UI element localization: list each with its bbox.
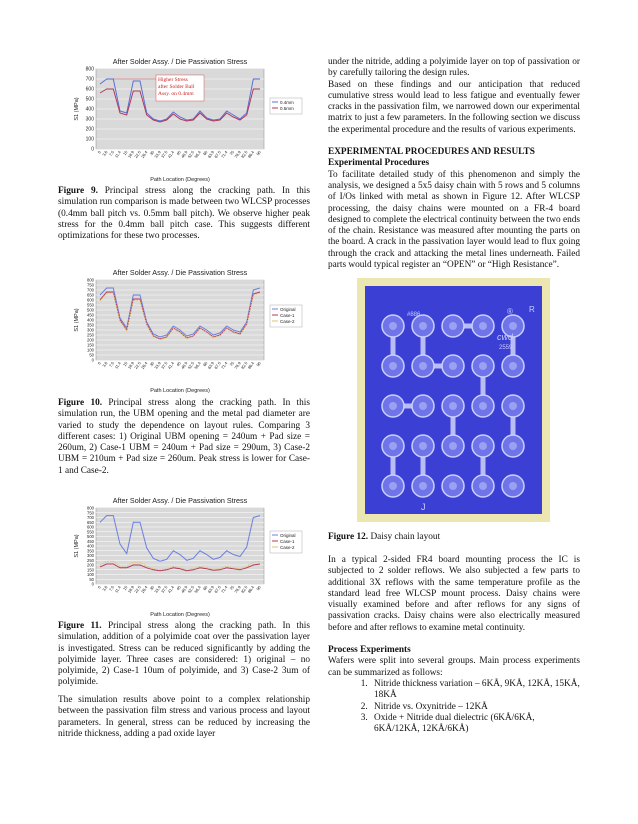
y-tick-label: 100 [87,572,94,577]
x-tick-label: 63.9 [206,149,216,159]
figure-10-label: Figure 10. [58,398,103,408]
x-axis-label: Path Location (Degrees) [150,612,210,618]
pad-center [389,402,397,410]
x-tick-label: 56.4 [193,584,202,594]
figure-12-daisy-chain-board [357,278,550,522]
x-tick-label: 67.5 [213,149,222,159]
annotation-text: Higher Stress [158,77,188,83]
board-label-registered: ® [507,307,513,316]
x-tick-label: 82.5 [239,360,249,370]
x-tick-label: 37.5 [159,149,169,159]
figure-9-svg [58,55,310,183]
pad-center [419,322,427,330]
x-tick-label: 86.4 [246,584,256,594]
y-tick-label: 0 [91,581,94,587]
y-tick-label: 200 [87,562,94,568]
x-tick-label: 60 [201,360,209,368]
x-tick-label: 33.9 [153,584,162,594]
x-tick-label: 3.6 [101,149,109,158]
x-tick-label: 26.4 [139,360,149,370]
x-tick-label: 22.5 [133,584,142,594]
process-list-item-1: 1. Nitride thickness variation – 6KÅ, 9KÅ, 12KÅ, 15KÅ, 18KÅ [370,679,580,702]
process-list-item-2: 2. Nitride vs. Oxynitride – 12KÅ [370,702,580,713]
subheading-process-experiments: Process Experiments [328,645,411,656]
y-tick-label: 300 [85,116,94,123]
x-tick-label: 82.5 [239,584,249,594]
x-tick-label: 30 [148,149,156,157]
x-tick-label: 52.5 [186,149,196,159]
y-tick-label: 0 [91,357,94,363]
legend-label: 0.4mm [280,100,294,105]
chart-title: After Solder Assy. / Die Passivation Stress [112,496,248,505]
y-tick-label: 800 [87,505,94,511]
figure-10-svg [58,266,310,394]
pad-center [479,322,487,330]
x-tick-label: 18.9 [126,360,136,370]
x-tick-label: 11.4 [113,149,122,159]
pad-center [389,482,397,490]
x-tick-label: 90 [255,149,262,157]
x-tick-label: 86.4 [246,149,256,159]
pad-center [449,322,457,330]
pad-center [389,362,397,370]
y-axis-label: S1 (MPa) [74,308,80,332]
process-list [328,679,580,735]
right-column-lower [328,555,580,735]
y-tick-label: 450 [87,312,94,318]
x-tick-label: 75 [228,360,236,368]
y-tick-label: 500 [85,96,94,103]
x-tick-label: 86.4 [246,360,256,370]
figure-9-label: Figure 9. [58,186,98,196]
figure-9-caption [58,186,310,242]
x-tick-label: 45 [175,584,182,592]
y-tick-label: 600 [85,86,94,93]
x-tick-label: 48.9 [179,584,189,594]
pad-center [509,402,517,410]
x-tick-label: 37.5 [159,584,169,594]
y-tick-label: 800 [87,277,94,283]
x-tick-label: 90 [255,584,262,592]
section-heading-experimental: EXPERIMENTAL PROCEDURES AND RESULTS [328,147,535,158]
x-tick-label: 3.6 [101,584,109,593]
x-tick-label: 45 [175,149,182,157]
x-tick-label: 41.4 [166,149,176,159]
y-tick-label: 800 [85,66,94,73]
x-tick-label: 45 [175,360,182,368]
x-tick-label: 15 [121,149,129,157]
pad-center [419,442,427,450]
figure-11-label: Figure 11. [58,621,102,631]
x-tick-label: 0 [96,360,102,366]
pad-center [509,482,517,490]
pad-center [449,402,457,410]
right-column [328,57,580,271]
x-tick-label: 11.4 [113,360,122,370]
y-tick-label: 400 [87,543,94,549]
y-tick-label: 500 [87,307,94,313]
x-tick-label: 30 [148,360,156,368]
x-tick-label: 18.9 [126,584,136,594]
legend-label: Case-1 [280,539,295,544]
annotation-text: Assy. on 0.4mm [158,91,194,97]
y-tick-label: 750 [87,510,94,516]
x-tick-label: 52.5 [186,360,196,370]
y-tick-label: 150 [87,342,94,348]
pad-center [419,362,427,370]
x-tick-label: 15 [121,360,129,368]
x-tick-label: 22.5 [133,149,142,159]
annotation-text: after Solder Ball [158,84,195,90]
body-left-paragraph: The simulation results above point to a complex relationship between the passivation film stress and various process and layout parameters. In general, stress can be reduced by increasing the nitride thickness, adding a pad oxide layer [58,695,310,739]
y-tick-label: 450 [87,538,94,544]
x-tick-label: 71.4 [219,360,229,370]
legend-label: Original [280,307,296,312]
y-tick-label: 50 [89,352,94,358]
x-tick-label: 82.5 [239,149,249,159]
x-tick-label: 60 [201,149,209,157]
x-tick-label: 71.4 [219,584,229,594]
x-tick-label: 7.5 [107,360,116,369]
figure-11-text: Principal stress along the cracking path. In this simulation, addition of a polyimide coat over the passivation layer is investigated. Stress can be reduced significantly by adding the polyimide layer. Three cases are considered: 1) original – no polyimide, 2) Case-1 10um of polyimide, and 3) Case-2 3um of polyimide. [58,621,310,688]
x-tick-label: 56.4 [193,149,202,159]
board-label-r: R [529,305,535,314]
board-label-2559: 2559 [499,345,513,351]
x-tick-label: 48.9 [179,149,189,159]
x-tick-label: 7.5 [107,584,116,593]
x-tick-label: 63.9 [206,584,216,594]
x-tick-label: 60 [201,584,209,592]
x-tick-label: 18.9 [126,149,136,159]
process-list-item-3: 3. Oxide + Nitride dual dielectric (6KÅ/6KÅ, 6KÅ/12KÅ, 12KÅ/6KÅ) [370,713,580,736]
x-tick-label: 26.4 [139,584,149,594]
figure-10-text: Principal stress along the cracking path. In this simulation run, the UBM opening and the metal pad diameter are varied to study the dependence on layout rules. Comparing 3 different cases: 1) Original UBM opening = 240um + Pad size = 260um, 2) Case-1 UBM = 240um + Pad size = 290um, 3) Case-2 UBM = 210um + Pad size = 260um. Peak stress is lower for Case-1 and Case-2. [58,398,310,476]
x-tick-label: 67.5 [213,584,222,594]
figure-12-text: Daisy chain layout [368,532,441,542]
chart-title: After Solder Assy. / Die Passivation Stress [112,268,248,277]
x-tick-label: 33.9 [153,360,162,370]
x-tick-label: 78.9 [233,360,242,370]
x-tick-label: 30 [148,584,156,592]
pad-center [509,442,517,450]
y-tick-label: 0 [91,146,94,153]
x-tick-label: 78.9 [233,149,242,159]
right-paragraph-1: under the nitride, adding a polyimide layer on top of passivation or by carefully tailoring the design rules. [328,57,580,79]
x-tick-label: 33.9 [153,149,162,159]
legend-label: Case-2 [280,545,295,550]
x-tick-label: 63.9 [206,360,216,370]
figure-11-svg [58,494,310,618]
x-tick-label: 78.9 [233,584,242,594]
x-tick-label: 90 [255,360,262,368]
legend-label: Original [280,533,296,538]
x-tick-label: 71.4 [219,149,229,159]
y-tick-label: 300 [87,327,94,333]
pad-center [509,322,517,330]
figure-11-chart [58,494,310,618]
y-tick-label: 200 [87,337,94,343]
figure-9-text: Principal stress along the cracking path. In this simulation run comparison is made between two WLCSP processes (0.4mm ball pitch vs. 0.5mm ball pitch). We observe higher peak stress for the 0.4mm ball pitch case. This suggests different optimizations for these two processes. [58,186,311,242]
x-tick-label: 48.9 [179,360,189,370]
daisy-chain-svg [357,278,550,522]
pad-center [479,442,487,450]
x-tick-label: 41.4 [166,360,176,370]
y-tick-label: 300 [87,553,94,558]
pad-center [449,442,457,450]
x-tick-label: 15 [121,584,129,592]
x-tick-label: 75 [228,584,236,592]
right-paragraph-5: Wafers were split into several groups. Main process experiments can be summarized as follows: [328,656,580,678]
x-tick-label: 41.4 [166,584,176,594]
x-tick-label: 3.6 [101,360,109,369]
y-tick-label: 700 [87,515,94,520]
figure-12-caption [328,532,580,543]
y-tick-label: 500 [87,534,94,539]
x-tick-label: 0 [96,584,102,590]
figure-10-caption [58,398,310,477]
right-paragraph-4: In a typical 2-sided FR4 board mounting process the IC is subjected to 2 solder reflows. We also subjected a few parts to additional 3X reflows with the same temperature profile as the standard lead free WLCSP mount process. Daisy chains were visually examined before and after reflows for any signs of passivation cracks. Daisy chains were also electrically measured before and after reflows to examine metal continuity. [328,555,580,633]
x-tick-label: 37.5 [159,360,169,370]
y-tick-label: 650 [87,292,94,298]
figure-11-caption [58,621,310,689]
pad-center [419,402,427,410]
pad-center [479,362,487,370]
x-tick-label: 52.5 [186,584,196,594]
y-tick-label: 350 [87,548,94,554]
y-tick-label: 100 [87,347,94,353]
pad-center [419,482,427,490]
x-tick-label: 0 [96,149,102,155]
y-tick-label: 350 [87,322,94,328]
pad-center [479,482,487,490]
y-tick-label: 600 [87,297,94,303]
y-tick-label: 50 [89,576,94,582]
pad-center [509,362,517,370]
y-tick-label: 150 [87,567,94,573]
x-tick-label: 22.5 [133,360,142,370]
x-tick-label: 26.4 [139,149,149,159]
figure-12-label: Figure 12. [328,532,369,542]
figure-9-chart [58,55,310,183]
chart-title: After Solder Assy. / Die Passivation Stress [112,57,248,66]
y-tick-label: 550 [87,529,94,535]
x-tick-label: 56.4 [193,360,202,370]
y-tick-label: 250 [87,557,94,563]
x-axis-label: Path Location (Degrees) [150,177,210,183]
pad-center [389,442,397,450]
y-tick-label: 100 [85,136,94,143]
y-tick-label: 250 [87,332,94,338]
x-axis-label: Path Location (Degrees) [150,388,210,394]
y-tick-label: 700 [85,76,94,83]
pad-center [449,362,457,370]
right-paragraph-2: Based on these findings and our anticipation that reduced cumulative stress would lead to less fatigue and eventually fewer cracks in the passivation film, we narrowed down our experimental matrix to just a few parameters. In the following section we discuss the experimental procedure and the results of various experiments. [328,79,580,135]
y-tick-label: 200 [85,126,94,133]
board-label-886: #886 [407,312,421,318]
y-tick-label: 750 [87,282,94,288]
right-paragraph-3: To facilitate detailed study of this phenomenon and simply the analysis, we designed a 5x5 daisy chain with 5 rows and 5 columns of I/Os linked with metal as shown in Figure 12. After WLCSP processing, the daisy chains were mounted on a FR-4 board designed to complete the electrical continuity between the two ends of the chain. Resistance was measured after mounting the parts on the board. A crack in the passivation layer would lead to flux going through the crack and attacking the metal lines underneath. Failed parts would typical register an “OPEN” or “High Resistance”. [328,169,580,271]
x-tick-label: 7.5 [107,149,116,158]
y-tick-label: 650 [87,519,94,525]
board-label-cwd: cwd [497,332,514,342]
board-label-j: J [421,502,426,512]
y-axis-label: S1 (MPa) [74,97,80,121]
pad-center [389,322,397,330]
figure-10-chart [58,266,310,394]
y-tick-label: 550 [87,302,94,308]
y-axis-label: S1 (MPa) [74,534,80,558]
pad-center [479,402,487,410]
x-tick-label: 67.5 [213,360,222,370]
legend-label: Case-1 [280,313,295,318]
subheading-experimental-procedures: Experimental Procedures [328,158,430,169]
pad-center [449,482,457,490]
y-tick-label: 600 [87,524,94,530]
y-tick-label: 400 [87,317,94,323]
x-tick-label: 75 [228,149,236,157]
y-tick-label: 700 [87,287,94,293]
legend-label: 0.5mm [280,106,294,111]
y-tick-label: 400 [85,106,94,113]
legend-label: Case-2 [280,319,295,324]
x-tick-label: 11.4 [113,584,122,594]
